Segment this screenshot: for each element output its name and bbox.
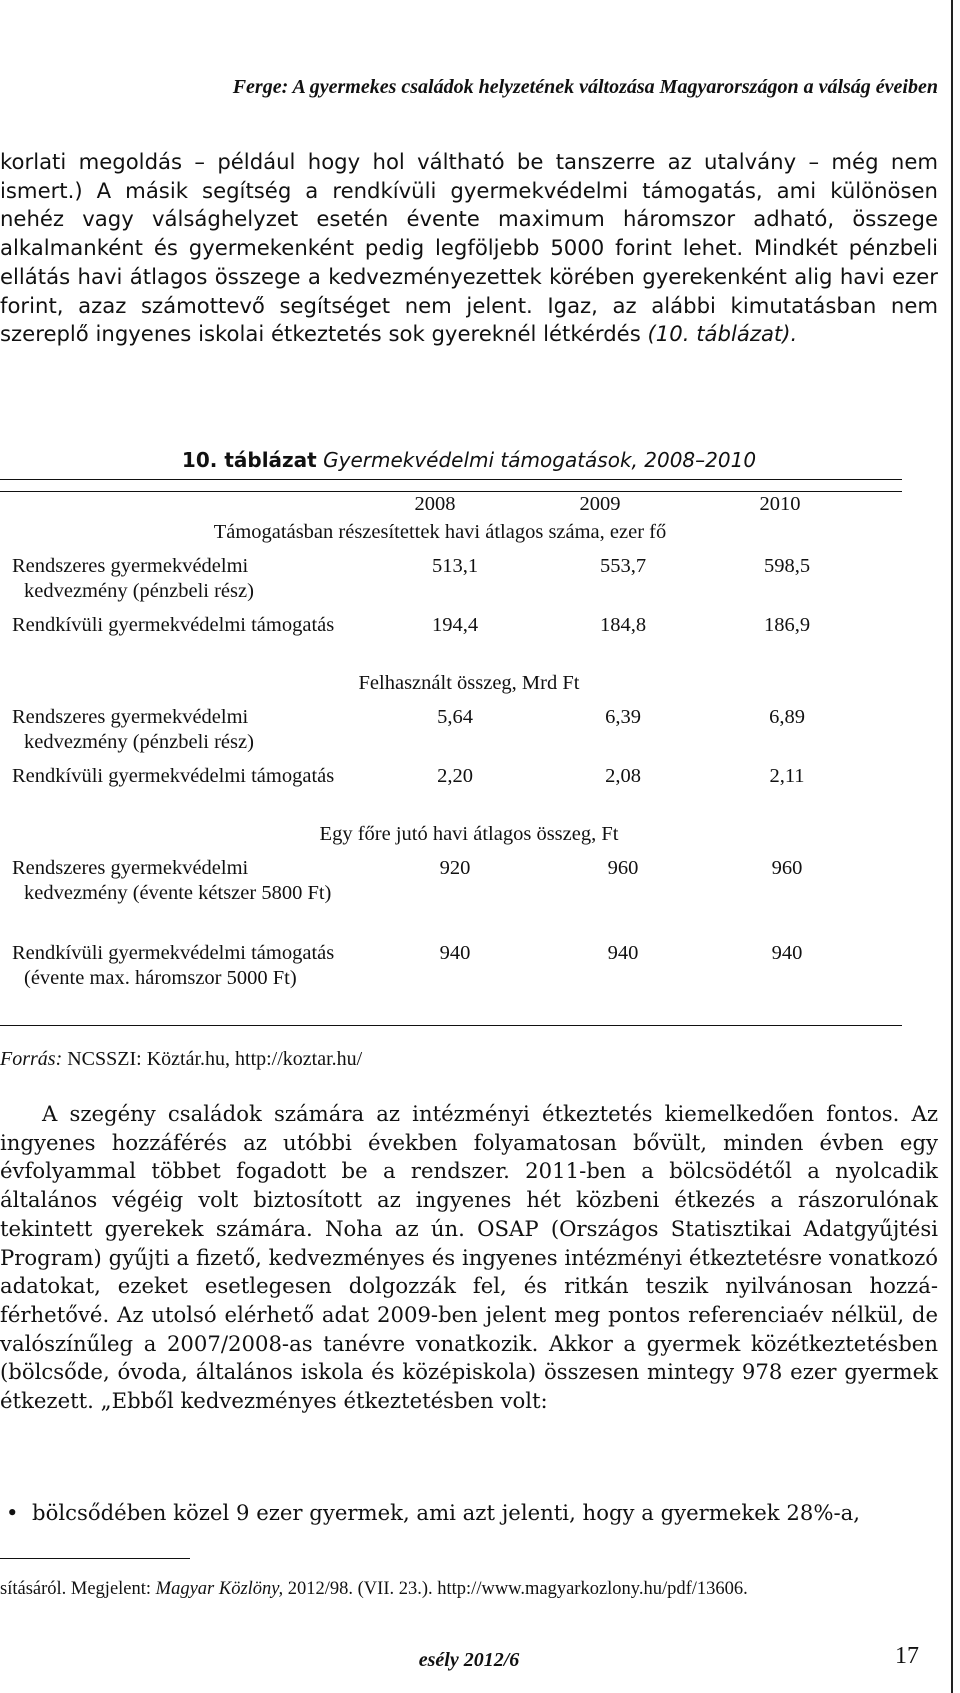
- table-cell: 194,4: [431, 614, 479, 636]
- paragraph-1: [0, 148, 938, 349]
- table-cell: 5,64: [437, 706, 473, 728]
- page-number: 17: [895, 1643, 919, 1669]
- source-text: NCSSZI: Köztár.hu, http://koztar.hu/: [67, 1048, 363, 1070]
- section-heading-amount: Felhasznált összeg, Mrd Ft: [358, 672, 580, 694]
- table-cell: 940: [607, 942, 639, 964]
- section-heading-count: Támogatásban részesítettek havi átlagos száma, ezer fő: [213, 521, 667, 543]
- paragraph-1-text: korlati megoldás – például hogy hol váltható be tanszerre az utalvány – még nem ismert.) A másik segítség a rendkívüli gyermekvédelmi támogatás, ami különösen nehéz vagy válsághelyzet esetén évente maximum háromszor adható, összege alkalmanként és gyermekenként pedig legföljebb 5000 forint lehet. Mindkét pénzbeli ellátás havi átlagos összege a kedvezményezettek körében gyerekenként alig havi ezer forint, azaz számottevő segítséget nem jelent. Igaz, az alábbi kimutatásban nem szereplő ingyenes iskolai étkeztetés sok gyereknél létkérdés: [0, 149, 938, 347]
- year-header-2008: 2008: [414, 493, 456, 515]
- row-label: Rendkívüli gyermekvédelmi támogatás: [12, 614, 335, 636]
- table-cell: 513,1: [431, 555, 479, 577]
- table-cell: 6,89: [769, 706, 805, 728]
- footnote-journal: Magyar Közlöny,: [155, 1579, 284, 1599]
- table-cell: 2,11: [769, 765, 805, 787]
- table-title: Gyermekvédelmi támogatások, 2008–2010: [323, 448, 757, 472]
- table-cell: 960: [607, 857, 639, 879]
- table-cell: 184,8: [599, 614, 647, 636]
- footnote: [0, 1576, 910, 1603]
- table-cell: 940: [439, 942, 471, 964]
- section-heading-per-capita: Egy főre jutó havi átlagos összeg, Ft: [319, 823, 619, 845]
- table-cell: 598,5: [763, 555, 811, 577]
- table-cell: 2,20: [437, 765, 473, 787]
- table-cell: 940: [771, 942, 803, 964]
- table-header-rule: [0, 491, 902, 492]
- table-cell: 960: [771, 857, 803, 879]
- row-label: Rendszeres gyermekvédelmi kedvezmény (pénzbeli rész): [12, 706, 254, 753]
- bullet-item: [0, 1499, 938, 1528]
- table-cell: 553,7: [599, 555, 647, 577]
- table-bottom-rule: [0, 1025, 902, 1026]
- footnote-rule: [0, 1558, 190, 1559]
- bullet-icon: •: [6, 1500, 19, 1525]
- table-cell: 186,9: [763, 614, 811, 636]
- row-label: Rendszeres gyermekvédelmi kedvezmény (pénzbeli rész): [12, 555, 254, 602]
- footnote-post: 2012/98. (VII. 23.). http://www.magyarkozlony.hu/pdf/13606.: [287, 1579, 748, 1599]
- source-label: Forrás:: [0, 1048, 63, 1070]
- table-source: [0, 1048, 362, 1071]
- table-cell: 6,39: [605, 706, 641, 728]
- page-edge-rule: [951, 0, 953, 1693]
- table-cell: 920: [439, 857, 471, 879]
- bullet-text: bölcsődében közel 9 ezer gyermek, ami azt jelenti, hogy a gyermekek 28%-a,: [32, 1500, 860, 1525]
- table-reference: (10. táblázat).: [647, 321, 798, 347]
- running-head: Ferge: A gyermekes családok helyzetének változása Magyarországon a válság éveiben: [232, 76, 938, 98]
- table-number: 10. táblázat: [181, 448, 317, 472]
- footnote-pre: sításáról. Megjelent:: [0, 1579, 152, 1599]
- paragraph-2: A szegény családok számára az intézményi étkeztetés kiemelkedően fontos. Az ingyenes hozzáférés az utóbbi években folyamatosan bővült, minden évben egy évfolyammal többet fogadott be a rendszer. 2011-ben a bölcsödétől a nyolcadik általános végéig volt biztosított az ingyenes hét közbeni étkezés a rászorulónak tekintett gyerekek számára. Noha az ún. OSAP (Országos Statisztikai Adatgyűjtési Program) gyűjti a fizető, kedvezményes és ingyenes intézményi étkeztetésre vonatkozó adatokat, ezeket esetlegesen dolgozzák fel, és ritkán teszik nyilvánosan hozzáférhetővé. Az utolsó elérhető adat 2009-ben jelent meg pontos referenciaév nélkül, de valószínűleg a 2007/2008-as tanévre vonatkozik. Akkor a gyermek közétkeztetésben (bölcsőde, óvoda, általános iskola és középiskola) összesen mintegy 978 ezer gyermek étkezett. „Ebből kedvezményes étkeztetésben volt:: [0, 1101, 938, 1414]
- table-cell: 2,08: [605, 765, 641, 787]
- table-caption: [0, 448, 938, 472]
- footer-journal: esély 2012/6: [418, 1649, 520, 1671]
- table-top-rule: [0, 479, 902, 480]
- row-label: Rendkívüli gyermekvédelmi támogatás: [12, 765, 335, 787]
- row-label: Rendkívüli gyermekvédelmi támogatás (évente max. háromszor 5000 Ft): [12, 942, 335, 989]
- year-header-2010: 2010: [759, 493, 801, 515]
- row-label: Rendszeres gyermekvédelmi kedvezmény (évente kétszer 5800 Ft): [12, 857, 332, 904]
- year-header-2009: 2009: [579, 493, 621, 515]
